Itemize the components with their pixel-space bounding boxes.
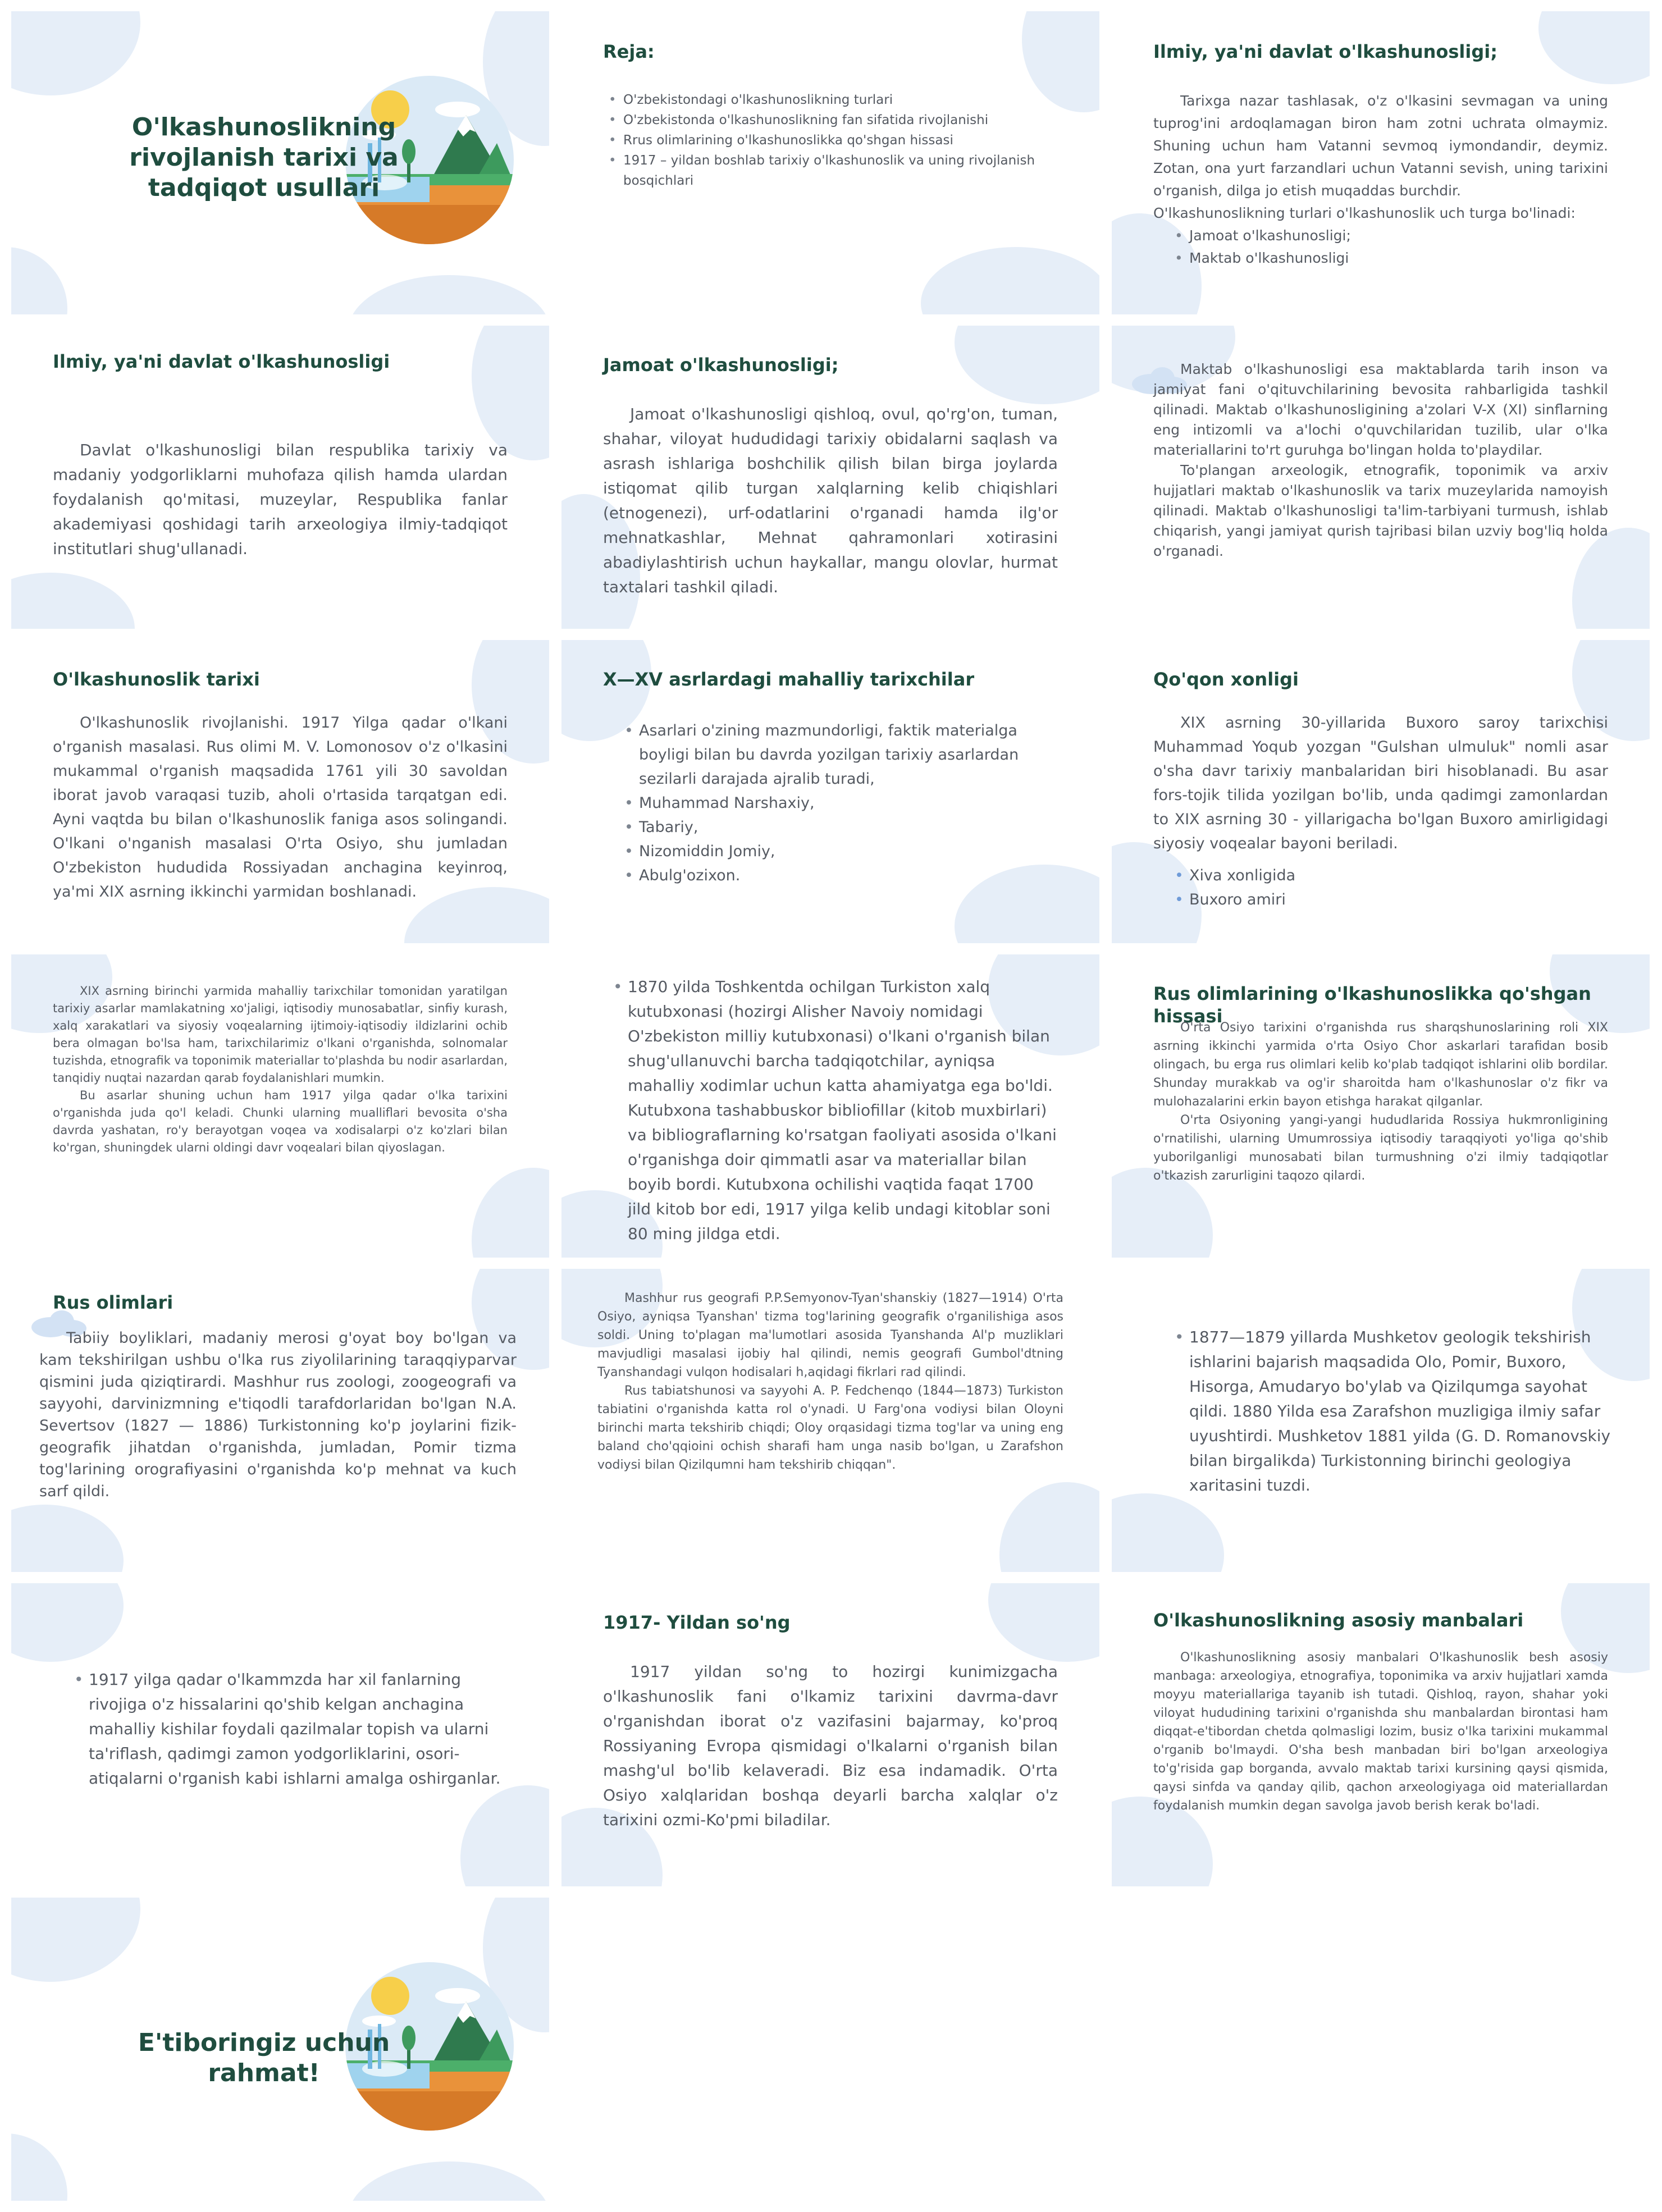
list-item: • Jamoat o'lkashunosligi;	[1189, 225, 1582, 247]
slide-9-kokand	[1112, 640, 1650, 943]
slide-title: O'lkashunoslik tarixi	[53, 669, 260, 690]
slide-8-local-historians	[561, 640, 1099, 943]
plan-item: • O'zbekistonda o'lkashunoslikning fan sifatida rivojlanishi	[623, 110, 1050, 130]
slide-5-public	[561, 326, 1099, 629]
slide-title: Ilmiy, ya'ni davlat o'lkashunosligi	[53, 351, 390, 372]
slide-15-mushketov	[1112, 1269, 1650, 1572]
slide-6-school	[1112, 326, 1650, 629]
list-item: • Muhammad Narshaxiy,	[639, 791, 1049, 815]
thanks-title: E'tiboringiz uchun rahmat!	[138, 2028, 390, 2087]
list-item: • Abulg'ozixon.	[639, 863, 1049, 888]
body-text: Mashhur rus geografi P.P.Semyonov-Tyan'shanskiy (1827—1914) O'rta Osiyo, ayniqsa Tyanshan' tizma tog'larining geografik o'rganilishiga asos soldi. Uning to'plagan ma'lumotlari asosida Tyanshanda Al'p muzliklari mavjudligi masalasi ijobiy hal qilindi, nemis geografi Gumbol'dtning Tyanshandagi vulqon hodisalari h,aqidagi fikrlari rad qilindi. Rus tabiatshunosi va sayyohi A. P. Fedchenqo (1844—1873) Turkiston tabiatini o'rganishda katta rol o'ynadi. U Farg'ona vodiysi bilan Oloyni birinchi marta tekshirib chiqdi; Oloy orqasidagi tizma tog'lar va uning eng baland cho'qqioini ochish sharafi ham unga nasib bo'lgan, u Zarafshon vodiysi bilan Qizilqumni ham tekshirib chiqqan".	[597, 1291, 1063, 1472]
list-item: • 1917 yilga qadar o'lkammzda har xil fanlarning rivojiga o'z hissalarini qo'shib kelgan anchagina mahalliy kishilar foydali qazilmalar topish va ularni ta'riflash, qadimgi zamon yodgorliklarini, osori-atiqalarni o'rganish kabi ishlarni amalga oshirganlar.	[89, 1667, 515, 1791]
slide-title: Qo'qon xonligi	[1153, 669, 1299, 690]
historians-list	[622, 719, 1049, 888]
slide-title: O'lkashunoslikning asosiy manbalari	[1153, 1610, 1524, 1631]
slide-3-scientific	[1112, 11, 1650, 314]
cover-title: O'lkashunoslikning rivojlanish tarixi va tadqiqot usullari	[129, 113, 399, 202]
slide-19-thanks	[11, 1898, 549, 2201]
list-item: • Maktab o'lkashunosligi	[1189, 247, 1582, 269]
plan-list	[606, 90, 1050, 191]
slide-title: Ilmiy, ya'ni davlat o'lkashunosligi;	[1153, 41, 1498, 62]
slide-10-xix-century	[11, 954, 549, 1258]
slide-1-cover	[11, 11, 549, 314]
plan-item: • 1917 – yildan boshlab tarixiy o'lkashunoslik va uning rivojlanish bosqichlari	[623, 150, 1050, 191]
plan-item: • Rrus olimlarining o'lkashunoslikka qo'shgan hissasi	[623, 130, 1050, 150]
list-item: • Buxoro amiri	[1189, 888, 1582, 912]
slide-title: 1917- Yildan so'ng	[603, 1612, 791, 1633]
body-text: Davlat o'lkashunosligi bilan respublika tarixiy va madaniy yodgorliklarni muhofaza qilish hamda ulardan foydalanish qo'mitasi, muzeylar, Respublika fanlar akademiyasi qoshidagi tarih arxeologiya ilmiy-tadqiqot institutlari shug'ullanadi.	[53, 441, 508, 558]
body-text: Tarixga nazar tashlasak, o'z o'lkasini sevmagan va uning tuprog'ini ardoqlamagan biron ham zotni uchrata olmaymiz. Shuning uchun ham Vatanni sevmoq iymondandir, deymiz. Zotan, ona yurt farzandlari uchun Vatanni sevish, uning tarixini o'rganish, dilga jo etish muqaddas burchdir. O'lkashunoslikning turlari o'lkashunoslik uch turga bo'linadi:	[1153, 93, 1608, 221]
slide-12-russian-contribution	[1112, 954, 1650, 1258]
body-text: O'lkashunoslik rivojlanishi. 1917 Yilga qadar o'lkani o'rganish masalasi. Rus olimi M. V. Lomonosov o'z o'lkasini mukammal o'rganish maqsadida 1761 yili 30 savoldan iborat javob varaqasi tuzib, aholi o'rtasida tarqatgan edi. Ayni vaqtda bu bilan o'lkashunoslik faniga asos solingandi. O'lkani o'nganish masalasi O'rta Osiyo, shu jumladan O'zbekiston hududida Rossiyadan anchagina keyinroq, ya'mi XIX asrning ikkinchi yarmidan boshlanadi.	[53, 714, 508, 901]
list-item: • 1877—1879 yillarda Mushketov geologik tekshirish ishlarini bajarish maqsadida Olo, Pomir, Buxoro, Hisorga, Amudaryo bo'ylab va Qizilqumga sayohat qildi. 1880 Yilda esa Zarafshon muzligiga ilmiy safar uyushtirdi. Mushketov 1881 yilda (G. D. Romanovskiy bilan birgalikda) Turkistonning birinchi geologiya xaritasini tuzdi.	[1189, 1325, 1616, 1498]
khanate-list	[1172, 863, 1582, 912]
list-item: • Nizomiddin Jomiy,	[639, 839, 1049, 863]
slide-18-sources	[1112, 1583, 1650, 1886]
body-text: Maktab o'lkashunosligi esa maktablarda tarih inson va jamiyat fani o'qituvchilarining bevosita rahbarligida tashkil qilinadi. Maktab o'lkashunosligining a'zolari V-X (XI) sinflarning eng intizomli va a'lochi o'quvchilaridan tuzilib, ular o'lka materiallarini to'rt guruhga bo'lingan holda to'playdilar. To'plangan arxeologik, etnografik, toponimik va arxiv hujjatlari maktab o'lkashunoslik va tarix muzeylarida namoyish qilinadi. Maktab o'lkashunosligi ta'lim-tarbiyani turmush, ishlab chiqarish, yangi jamiyat qurish tajribasi bilan uzviy bog'liq holda o'rganadi.	[1153, 361, 1608, 559]
slide-title: Jamoat o'lkashunosligi;	[603, 354, 839, 376]
slide-7-history	[11, 640, 549, 943]
slide-2-plan	[561, 11, 1099, 314]
body-text: Tabiiy boyliklari, madaniy merosi g'oyat boy bo'lgan va kam tekshirilgan ushbu o'lka rus ziyolilarining taraqqiyparvar qismini juda qiziqtirardi. Mashhur rus zoologi, zoogeografi va sayyohi, darvinizmning e'tiqodli tarafdorlaridan bo'lgan N.A. Severtsov (1827 — 1886) Turkistonning ko'p joylarini fizik-geografik jihatdan o'rganishda, jumladan, Pomir tizma tog'larining orografiyasini o'rganishda ko'p mehnat va kuch sarf qildi.	[39, 1329, 517, 1500]
types-list	[1172, 225, 1582, 269]
slide-title: Reja:	[603, 41, 655, 62]
plan-item: • O'zbekistondagi o'lkashunoslikning turlari	[623, 90, 1050, 110]
slide-13-russian-scholars	[11, 1269, 549, 1572]
list-item: • Tabariy,	[639, 815, 1049, 839]
list-item: • 1870 yilda Toshkentda ochilgan Turkiston xalq kutubxonasi (hozirgi Alisher Navoiy nomidagi O'zbekiston milliy kutubxonasi) o'lkani o'rganish bilan shug'ullanuvchi barcha tadqiqotchilar, ayniqsa mahalliy xodimlar uchun katta ahamiyatga ega bo'ldi. Kutubxona tashabbuskor bibliofillar (kitob muxbirlari) va bibliograflarning ko'rsatgan faoliyati asosida o'lkani o'rganishga doir qimmatli asar va materiallar bilan boyib bordi. Kutubxona ochilishi vaqtida faqat 1700 jild kitob bor edi, 1917 yilga kelib undagi kitoblar soni 80 ming jildga etdi.	[628, 975, 1060, 1246]
slide-11-library	[561, 954, 1099, 1258]
mushketov-list	[1172, 1325, 1616, 1498]
slide-14-geographers	[561, 1269, 1099, 1572]
body-text: O'lkashunoslikning asosiy manbalari O'lkashunoslik besh asosiy manbaga: arxeologiya, etnografiya, toponimika va arxiv hujjatlari xamda moyyu materiallariga tayanib ish tutadi. Qishloq, rayon, shahar yoki viloyat hududining tarixini o'rganishda shu manbalardan birontasi ham diqqat-e'tibordan chetda qolmasligi lozim, busiz o'lka tarixini mukammal o'rganib bo'lmaydi. O'sha besh manbadan biri bo'lgan arxeologiya to'g'risida gap borganda, avvalo maktab tarixi kursining qaysi qismida, qaysi sinfda va qanday qilib, qachon arxeologiyaga oid materiallardan foydalanish mumkin degan savolga javob berish kerak bo'ladi.	[1153, 1651, 1608, 1813]
slide-title: X—XV asrlardagi mahalliy tarixchilar	[603, 669, 975, 690]
slide-4-state	[11, 326, 549, 629]
slide-17-after-1917	[561, 1583, 1099, 1886]
body-text: XIX asrning birinchi yarmida mahalliy tarixchilar tomonidan yaratilgan tarixiy asarlar mamlakatning xo'jaligi, iqtisodiy munosabatlar, sinfiy kurash, xalq xarakatlari va siyosiy voqealarning ijtimoiy-iqtisodiy ildizlarini ochib bera olmagan bo'lsa ham, tarixchilarimiz o'lkani o'rganishda, solnomalar tuzishda, etnografik va toponimik materiallar to'plashda bu nodir asarlardan, tanqidiy nuqtai nazardan qarab foydalanishlari mumkin. Bu asarlar shuning uchun ham 1917 yilga qadar o'lka tarixini o'rganishda juda qo'l keladi. Chunki ularning mualliflari bevosita o'sha davrda yashatan, ro'y berayotgan voqea va xodisalarpi o'z ko'zlari bilan ko'rgan, shuningdek ularni oldingi davr voqealari bilan qiyoslagan.	[53, 984, 508, 1154]
library-list	[611, 975, 1060, 1246]
body-text: Jamoat o'lkashunosligi qishloq, ovul, qo'rg'on, tuman, shahar, viloyat hududidagi tarixiy obidalarni saqlash va asrash ishlariga boshchilik qilish bilan birga joylarda istiqomat qilib turgan xalqlarning kelib chiqishlari (etnogenezi), urf-odatlarini o'rganadi hamda ilg'or mehnatkashlar, Mehnat qahramonlari xotirasini abadiylashtirish uchun haykallar, mangu olovlar, hurmat taxtalari tashkil qiladi.	[603, 405, 1058, 596]
slide-16-local-people	[11, 1583, 549, 1886]
list-item: • Asarlari o'zining mazmundorligi, faktik materialga boyligi bilan bu davrda yozilgan tarixiy asarlardan sezilarli darajada ajralib turadi,	[639, 719, 1049, 791]
body-text: 1917 yildan so'ng to hozirgi kunimizgacha o'lkashunoslik fani o'lkamiz tarixini davrma-davr o'rganishdan iborat o'z vazifasini bajarmay, ko'proq Rossiyaning Evropa qismidagi o'lkalarni o'rganish bilan mashg'ul bo'lib kelaveradi. Biz esa indamadik. O'rta Osiyo xalqlaridan boshqa deyarli barcha xalqlar o'z tarixini ozmi-Ko'pmi biladilar.	[603, 1662, 1058, 1829]
list-item: • Xiva xonligida	[1189, 863, 1582, 888]
body-text: O'rta Osiyo tarixini o'rganishda rus sharqshunoslarining roli XIX asrning ikkinchi yarmida o'rta Osiyo Chor askarlari tarafidan bosib olingach, bu erga rus olimlari kelib ko'plab tadqiqot ishlarini olib bordilar. Shunday murakkab va og'ir sharoitda ham o'lkashunoslar o'z fikr va mulohazalarini erkin bayon etishga harakat qilganlar. O'rta Osiyoning yangi-yangi hududlarida Rossiya hukmronligining o'rnatilishi, ularning Umumrossiya iqtisodiy taraqqiyoti yo'liga qo'shib yuborilganligi munosabati bilan turmushning o'zi ilmiy tadqiqotlar o'tkazish zarurligini taqozo qilardi.	[1153, 1021, 1608, 1183]
slide-title: Rus olimlarining o'lkashunoslikka qo'shgan hissasi	[1153, 983, 1591, 1027]
slide-title: Rus olimlari	[53, 1292, 173, 1313]
local-list	[72, 1667, 515, 1791]
body-text: XIX asrning 30-yillarida Buxoro saroy tarixchisi Muhammad Yoqub yozgan "Gulshan ulmuluk" nomli asar o'sha davr tarixiy manbalaridan biri hisoblanadi. Bu asar fors-tojik tilida yozilgan bo'lib, unda qadimgi zamonlardan to XIX asrning 30 - yillarigacha bo'lgan Buxoro amirligidagi siyosiy voqealar bayoni beriladi.	[1153, 714, 1608, 852]
